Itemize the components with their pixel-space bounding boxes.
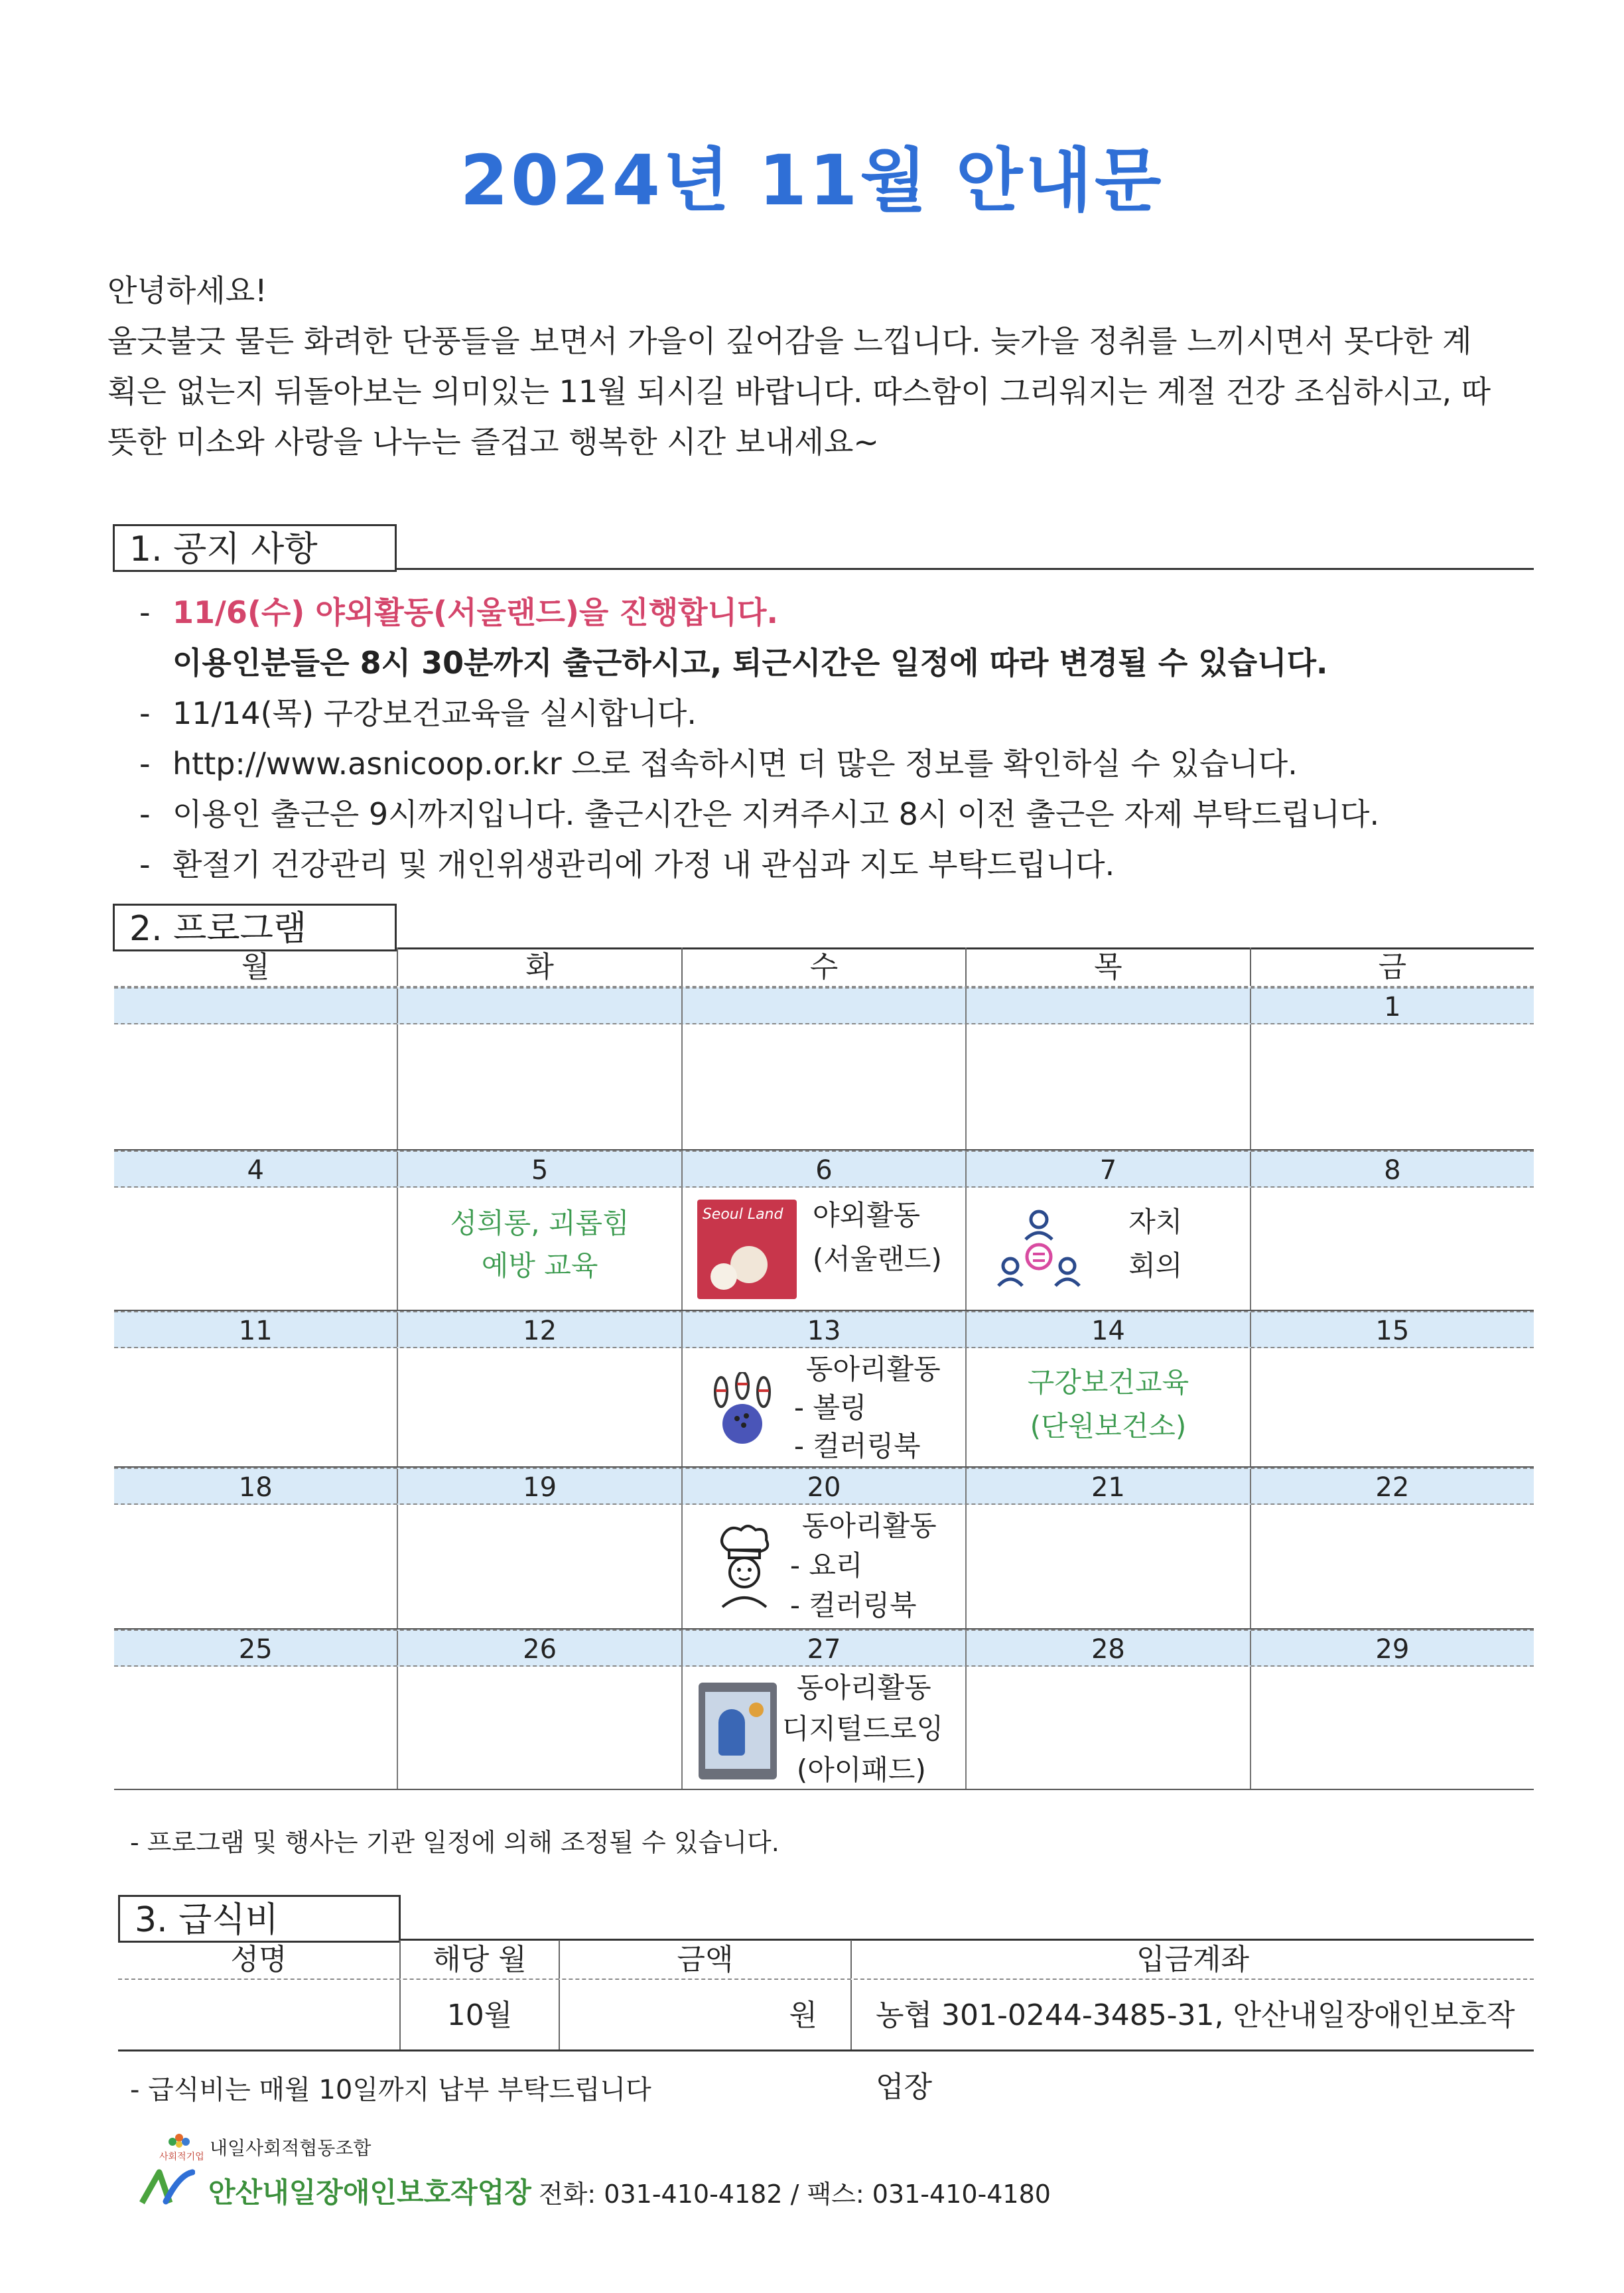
date-number: 19 [397, 1469, 681, 1503]
date-number: 1 [1250, 989, 1534, 1023]
org-small-name: 내일사회적협동조합 [210, 2137, 372, 2159]
weekday-label: 화 [397, 947, 681, 986]
bullet-dash: - [139, 847, 151, 882]
day-cell [1250, 1188, 1534, 1310]
section1-heading [113, 524, 397, 572]
calendar-week [114, 1468, 1534, 1630]
date-number: 4 [247, 1155, 264, 1186]
date-number: 8 [1250, 1152, 1534, 1186]
date-number: 13 [681, 1312, 965, 1347]
weekday-label: 목 [965, 947, 1249, 986]
date-row [114, 987, 1534, 1024]
date-number [681, 989, 965, 1023]
notice-item-text: 이용인 출근은 9시까지입니다. 출근시간은 지켜주시고 8시 이전 출근은 자제 부탁드립니다. [172, 796, 1380, 832]
day-cell [1250, 1667, 1534, 1789]
event-text: 예방 교육 [481, 1249, 598, 1282]
seoul-land-image [697, 1200, 797, 1299]
calendar-week [114, 1311, 1534, 1468]
meeting-people-icon [996, 1205, 1082, 1291]
day-cell [114, 1348, 397, 1466]
date-row [114, 1630, 1534, 1667]
org-logo-icon [139, 2168, 195, 2205]
notice-item-continued [139, 638, 1566, 688]
day-cell [681, 1505, 965, 1628]
date-number [114, 989, 397, 1023]
day-cell [1250, 1505, 1534, 1628]
contact-info: 전화: 031-410-4182 / 팩스: 031-410-4180 [539, 2180, 1051, 2209]
column-header: 해당 월 [399, 1940, 559, 1979]
event-text: 성희롱, 괴롭힘 [450, 1207, 630, 1239]
notice-item-text: 이용인분들은 8시 30분까지 출근하시고, 퇴근시간은 일정에 따라 변경될 수 있습니다. [172, 645, 1328, 681]
seoul-land-logo-text: Seoul Land [702, 1206, 783, 1223]
section3-heading-text: 3. 급식비 [135, 1900, 279, 1940]
day-cell [965, 1188, 1249, 1310]
event-text: 동아리활동 [796, 1671, 931, 1704]
calendar-weekday-header [114, 947, 1534, 987]
weekday-label: 월 [241, 950, 270, 984]
event-text: - 컬러링북 [789, 1589, 917, 1622]
week-content [114, 1188, 1534, 1311]
date-row [114, 1150, 1534, 1188]
bullet-dash: - [139, 746, 151, 782]
column-header: 입금계좌 [850, 1940, 1534, 1979]
event-text: 구강보건교육 [1027, 1366, 1189, 1399]
date-number: 6 [681, 1152, 965, 1186]
bullet-dash: - [139, 796, 151, 832]
notice-item [139, 587, 1566, 638]
account-cell: 농협 301-0244-3485-31, 안산내일장애인보호작업장 [850, 1980, 1534, 2050]
calendar-week [114, 1630, 1534, 1790]
date-number: 25 [238, 1634, 273, 1665]
day-cell [965, 1667, 1249, 1789]
program-note: - 프로그램 및 행사는 기관 일정에 의해 조정될 수 있습니다. [130, 1828, 779, 1857]
date-number: 27 [681, 1631, 965, 1665]
bullet-dash: - [139, 695, 151, 731]
event-text: 디지털드로잉 [781, 1712, 944, 1745]
section2-heading [113, 904, 397, 951]
notice-item-text: 11/14(목) 구강보건교육을 실시합니다. [172, 695, 697, 731]
event-text: 자치 [1128, 1206, 1183, 1238]
chef-icon [714, 1523, 774, 1610]
day-cell [397, 1188, 681, 1310]
badge-text: 사회적기업 [159, 2152, 204, 2162]
fee-note: - 급식비는 매월 10일까지 납부 부탁드립니다 [130, 2075, 651, 2105]
week-content [114, 1667, 1534, 1790]
name-cell[interactable] [118, 1980, 399, 2050]
calendar-week [114, 1150, 1534, 1311]
social-enterprise-badge [159, 2130, 204, 2162]
day-cell [397, 1024, 681, 1149]
section1-rule [395, 568, 1534, 570]
column-header: 성명 [230, 1943, 287, 1977]
weekday-label: 수 [681, 947, 965, 986]
intro-line: 울긋불긋 물든 화려한 단풍들을 보면서 가을이 깊어감을 느낍니다. 늦가을 정취를 느끼시면서 못다한 계 [107, 323, 1472, 359]
date-number: 15 [1250, 1312, 1534, 1347]
day-cell [965, 1505, 1249, 1628]
intro-line: 획은 없는지 뒤돌아보는 의미있는 11월 되시길 바랍니다. 따스함이 그리워지는 계절 건강 조심하시고, 따 [107, 374, 1491, 409]
notice-item-text: 11/6(수) 야외활동(서울랜드)을 진행합니다. [172, 594, 778, 630]
day-cell [397, 1505, 681, 1628]
day-cell [681, 1348, 965, 1466]
fee-table-header [118, 1940, 1534, 1980]
date-row [114, 1311, 1534, 1348]
day-cell [114, 1505, 397, 1628]
date-number: 11 [238, 1316, 273, 1346]
event-text: 동아리활동 [805, 1353, 941, 1385]
event-text: - 볼링 [793, 1391, 867, 1424]
date-number: 5 [397, 1152, 681, 1186]
mascot-shape [710, 1263, 737, 1290]
date-number: 14 [965, 1312, 1249, 1347]
day-cell [1250, 1348, 1534, 1466]
week-content [114, 1348, 1534, 1468]
notice-item-text: 환절기 건강관리 및 개인위생관리에 가정 내 관심과 지도 부탁드립니다. [172, 847, 1115, 882]
day-cell [681, 1188, 965, 1310]
event-text: (서울랜드) [812, 1243, 942, 1275]
day-cell [965, 1348, 1249, 1466]
intro-text [107, 265, 1521, 467]
day-cell [965, 1024, 1249, 1149]
calendar-week [114, 987, 1534, 1150]
event-text: 회의 [1128, 1249, 1183, 1282]
amount-cell[interactable]: 원 [559, 1980, 850, 2050]
notice-item [139, 839, 1566, 890]
section2-heading-text: 2. 프로그램 [129, 909, 307, 949]
day-cell [397, 1667, 681, 1789]
day-cell [114, 1667, 397, 1789]
date-number: 12 [397, 1312, 681, 1347]
notice-item [139, 738, 1566, 789]
day-cell [114, 1188, 397, 1310]
section1-heading-text: 1. 공지 사항 [129, 529, 318, 569]
date-number: 29 [1250, 1631, 1534, 1665]
event-text: - 컬러링북 [793, 1430, 921, 1462]
event-text: 동아리활동 [801, 1509, 937, 1542]
program-calendar [114, 947, 1534, 1790]
section3-heading [118, 1895, 401, 1943]
event-text: 야외활동 [812, 1199, 921, 1231]
page-title: 2024년 11월 안내문 [460, 140, 1164, 221]
event-text: (단원보건소) [1030, 1410, 1187, 1442]
date-number: 26 [397, 1631, 681, 1665]
date-number: 21 [965, 1469, 1249, 1503]
intro-greeting: 안녕하세요! [107, 273, 267, 309]
column-header: 금액 [559, 1940, 850, 1979]
notice-list [139, 587, 1566, 890]
day-cell [114, 1024, 397, 1149]
bowling-icon [709, 1372, 776, 1445]
notice-item [139, 789, 1566, 839]
org-name: 안산내일장애인보호작업장 [208, 2176, 531, 2209]
date-number: 20 [681, 1469, 965, 1503]
ipad-drawing-photo [699, 1683, 777, 1779]
event-text: - 요리 [789, 1549, 863, 1582]
date-number [397, 989, 681, 1023]
drawn-figure [718, 1709, 745, 1756]
week-content [114, 1024, 1534, 1150]
day-cell [681, 1667, 965, 1789]
website-link[interactable]: http://www.asnicoop.or.kr 으로 접속하시면 더 많은 정보를 확인하실 수 있습니다. [172, 746, 1298, 782]
day-cell [681, 1024, 965, 1149]
bullet-dash: - [139, 594, 151, 630]
day-cell [1250, 1024, 1534, 1149]
event-text: (아이패드) [796, 1754, 926, 1786]
date-number: 7 [965, 1152, 1249, 1186]
drawn-circle [749, 1702, 764, 1717]
day-cell [397, 1348, 681, 1466]
date-number: 22 [1250, 1469, 1534, 1503]
date-number [965, 989, 1249, 1023]
date-number: 18 [238, 1472, 273, 1503]
month-cell: 10월 [399, 1980, 559, 2050]
weekday-label: 금 [1250, 947, 1534, 986]
notice-item [139, 688, 1566, 738]
intro-line: 뜻한 미소와 사랑을 나누는 즐겁고 행복한 시간 보내세요~ [107, 424, 879, 460]
date-number: 28 [965, 1631, 1249, 1665]
date-row [114, 1468, 1534, 1505]
week-content [114, 1505, 1534, 1630]
